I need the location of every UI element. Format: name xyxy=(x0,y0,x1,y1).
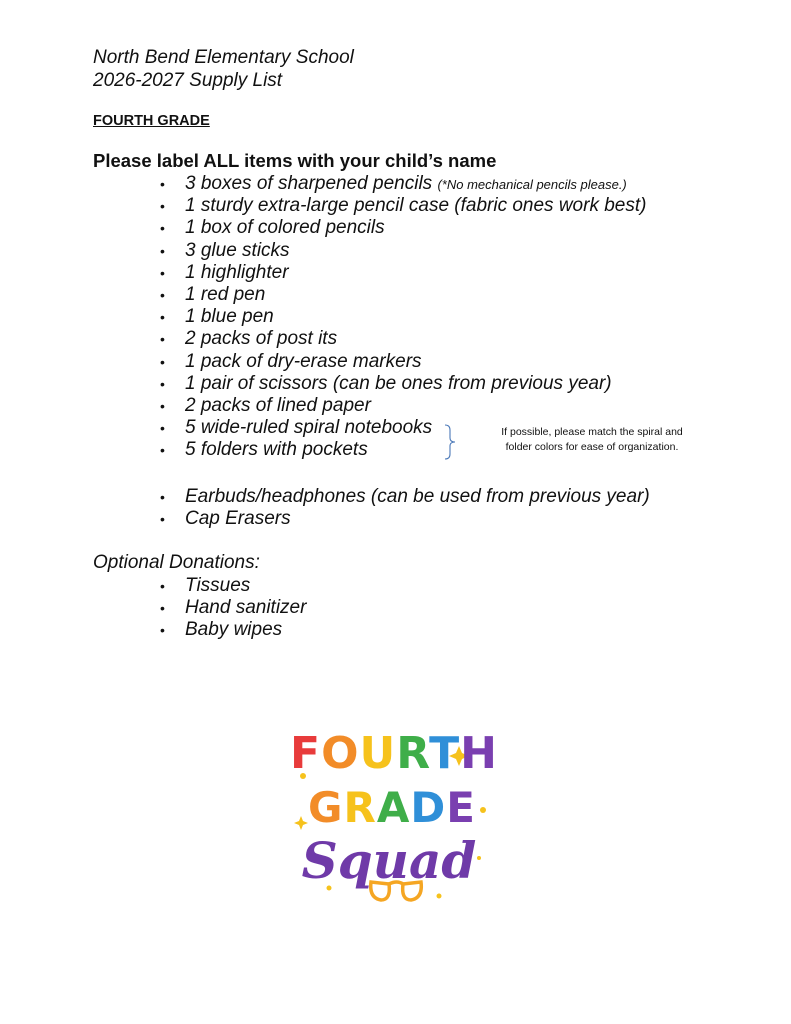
bullet-icon: • xyxy=(160,176,165,192)
item-text: Cap Erasers xyxy=(185,508,291,530)
item-text: 1 sturdy extra-large pencil case (fabric ones work best) xyxy=(185,195,647,217)
bullet-icon: • xyxy=(160,331,165,348)
item-text: 1 pair of scissors (can be ones from previous year) xyxy=(185,372,612,394)
logo-letter: T xyxy=(429,728,461,779)
item-text: 3 boxes of sharpened pencils xyxy=(185,173,438,194)
bullet-icon: • xyxy=(160,578,165,594)
logo-letter: E xyxy=(446,783,476,832)
bullet-icon: • xyxy=(160,264,165,281)
bullet-icon: • xyxy=(160,600,165,617)
item-text: Hand sanitizer xyxy=(185,597,307,619)
item-text: 1 pack of dry-erase markers xyxy=(185,350,422,372)
logo-letter: R xyxy=(343,783,377,832)
item-text: 2 packs of post its xyxy=(185,328,338,350)
item-text: 3 glue sticks xyxy=(185,239,290,261)
bullet-icon: • xyxy=(160,420,165,437)
grade-heading: FOURTH GRADE xyxy=(93,113,210,129)
bullet-icon: • xyxy=(160,511,165,528)
bullet-icon: • xyxy=(160,286,165,303)
item-text: 2 packs of lined paper xyxy=(185,394,371,416)
item-text: 1 box of colored pencils xyxy=(185,217,385,239)
item-text: Tissues xyxy=(185,575,251,596)
fourth-grade-squad-logo xyxy=(289,708,499,913)
logo-line1 xyxy=(290,728,498,779)
logo-letter: U xyxy=(359,728,397,779)
matching-colors-note: If possible, please match the spiral and folder colors for ease of organization. xyxy=(501,426,683,453)
bullet-icon: • xyxy=(160,353,165,370)
logo-letter: O xyxy=(321,728,360,779)
logo-letter: A xyxy=(376,783,411,832)
bullet-icon: • xyxy=(160,442,165,459)
logo-letter: G xyxy=(308,783,344,832)
label-instruction: Please label ALL items with your child’s name xyxy=(93,150,497,171)
logo-letter: R xyxy=(396,728,430,779)
bullet-icon: • xyxy=(160,622,165,639)
item-note: (*No mechanical pencils please.) xyxy=(437,177,627,192)
supply-list-year: 2026-2027 Supply List xyxy=(93,70,283,91)
item-text: 1 blue pen xyxy=(185,306,274,328)
bullet-icon: • xyxy=(160,489,165,505)
logo-letter: F xyxy=(290,728,322,779)
item-text: 1 red pen xyxy=(185,283,266,305)
brace-icon xyxy=(443,424,457,460)
logo-line2 xyxy=(308,783,476,832)
optional-donations-heading: Optional Donations: xyxy=(93,552,260,573)
bullet-icon: • xyxy=(160,242,165,259)
bullet-icon: • xyxy=(160,397,165,414)
bullet-icon: • xyxy=(160,309,165,326)
item-text: 5 wide-ruled spiral notebooks xyxy=(185,417,433,439)
bullet-icon: • xyxy=(160,198,165,215)
item-text: 5 folders with pockets xyxy=(185,439,368,461)
bullet-icon: • xyxy=(160,220,165,237)
item-text: Baby wipes xyxy=(185,619,283,641)
logo-letter: D xyxy=(410,783,447,832)
bullet-icon: • xyxy=(160,375,165,392)
school-name: North Bend Elementary School xyxy=(93,47,354,68)
logo-letter: H xyxy=(460,728,498,779)
logo-line3: Squad xyxy=(301,831,477,890)
item-text: Earbuds/headphones (can be used from previous year) xyxy=(185,486,650,507)
item-text: 1 highlighter xyxy=(185,261,289,283)
